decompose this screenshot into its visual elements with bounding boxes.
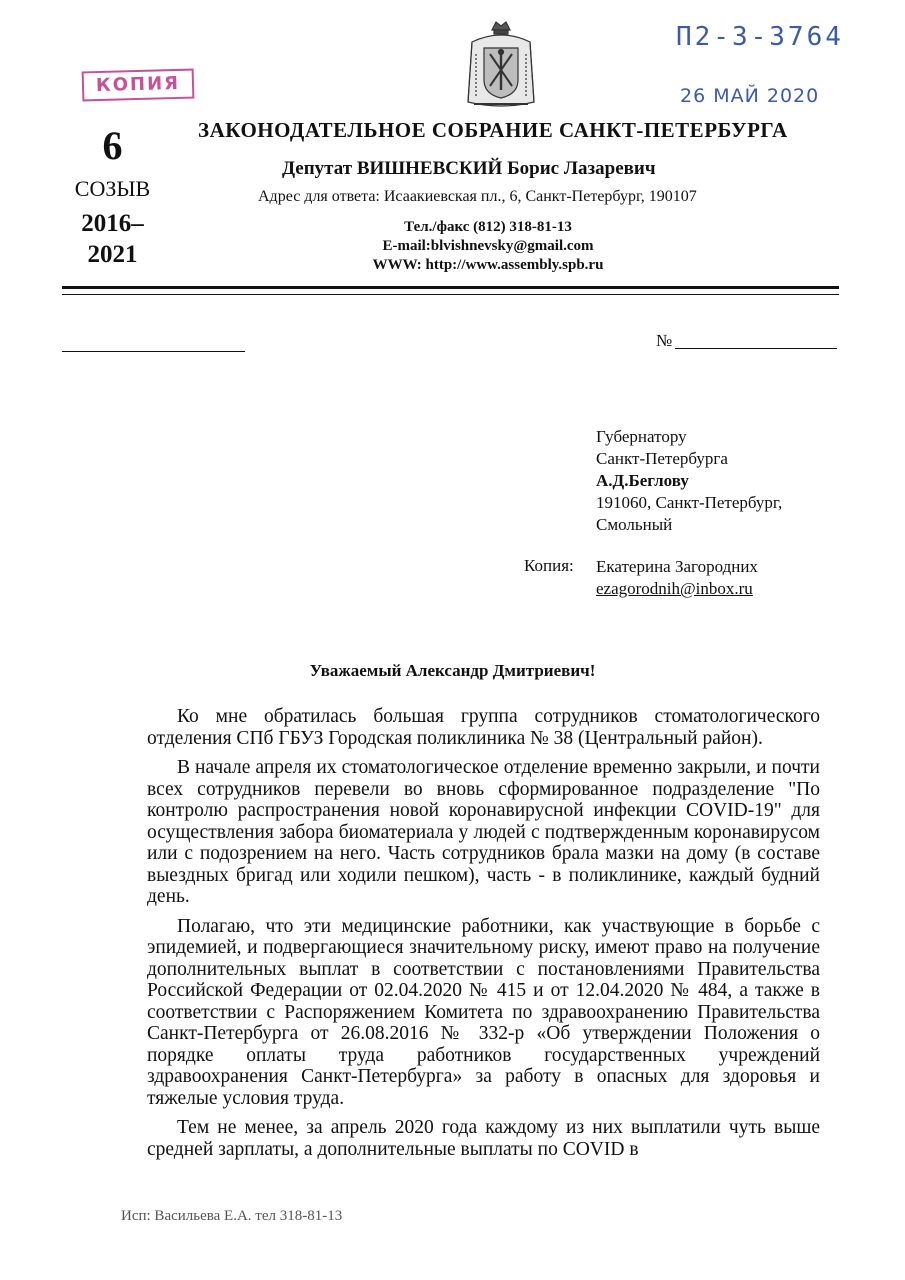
organization-title: ЗАКОНОДАТЕЛЬНОЕ СОБРАНИЕ САНКТ-ПЕТЕРБУРГА: [198, 118, 788, 142]
body-paragraph: Ко мне обратилась большая группа сотрудников стоматологического отделения СПб ГБУЗ Городская поликлиника № 38 (Центральный район).: [147, 706, 820, 749]
coat-of-arms-emblem: [452, 14, 550, 114]
header-rule-thick: [62, 286, 839, 289]
copy-label: Копия:: [524, 556, 574, 575]
convocation-number: 6: [102, 123, 123, 168]
salutation: Уважаемый Александр Дмитриевич!: [309, 661, 596, 680]
addressee-name: А.Д.Беглову: [596, 471, 689, 490]
deputy-name: Депутат ВИШНЕВСКИЙ Борис Лазаревич: [282, 158, 656, 179]
copy-recipient: [596, 556, 758, 600]
addressee-city: Санкт-Петербурга: [596, 449, 728, 468]
addressee-postal: 191060, Санкт-Петербург,: [596, 493, 783, 512]
copy-recipient-email-link[interactable]: ezagorodnih@inbox.ru: [596, 579, 753, 598]
phone-fax: Тел./факс (812) 318-81-13: [404, 219, 572, 235]
convocation-label: СОЗЫВ: [74, 176, 151, 201]
document-number-blank-line: [675, 348, 837, 349]
body-paragraph: Тем не менее, за апрель 2020 года каждому из них выплатили чуть выше средней зарплаты, а дополнительные выплаты по COVID в: [147, 1117, 820, 1160]
convocation-years: [60, 208, 165, 270]
date-blank-line: [62, 351, 245, 352]
executor-footer: Исп: Васильева Е.А. тел 318-81-13: [121, 1208, 343, 1224]
header-rule-thin: [62, 294, 839, 295]
registration-number-stamp: П2-3-3764: [676, 22, 844, 52]
addressee-block: [596, 426, 782, 536]
email-contact: E-mail:blvishnevsky@gmail.com: [382, 238, 594, 254]
convocation-years-end: 2021: [87, 241, 138, 268]
copy-recipient-name: Екатерина Загородних: [596, 557, 758, 576]
copy-stamp: КОПИЯ: [82, 69, 195, 102]
document-number-label: №: [656, 331, 673, 350]
website-contact: WWW: http://www.assembly.spb.ru: [372, 257, 604, 273]
addressee-title: Губернатору: [596, 427, 687, 446]
body-paragraph: В начале апреля их стоматологическое отделение временно закрыли, и почти всех сотрудников перевели во вновь сформированное подразделение "По контролю распространения новой коронавирусной инфекции COVID-19" для осуществления забора биоматериала у людей с подтвержденным коронавирусом или с подозрением на него. Часть сотрудников брала мазки на дому (в составе выездных бригад или ходили пешком), часть - в поликлинике, каждый будний день.: [147, 757, 820, 907]
registration-date-stamp: 26 МАЙ 2020: [680, 85, 820, 107]
addressee-location: Смольный: [596, 515, 673, 534]
reply-address: Адрес для ответа: Исаакиевская пл., 6, Санкт-Петербург, 190107: [258, 188, 697, 205]
convocation-years-start: 2016–: [81, 210, 144, 237]
body-paragraph: Полагаю, что эти медицинские работники, как участвующие в борьбе с эпидемией, и подвергающиеся значительному риску, имеют право на получение дополнительных выплат в соответствии с постановлениями Правительства Российской Федерации от 02.04.2020 № 415 и от 12.04.2020 № 484, а также в соответствии с Распоряжением Комитета по здравоохранению Правительства Санкт-Петербурга от 26.08.2016 № 332-р «Об утверждении Положения о порядке оплаты труда работников государственных учреждений здравоохранения Санкт-Петербурга» за работу в опасных для здоровья и тяжелые условия труда.: [147, 915, 820, 1109]
contact-block: [358, 218, 618, 275]
letter-body: [147, 706, 820, 1168]
